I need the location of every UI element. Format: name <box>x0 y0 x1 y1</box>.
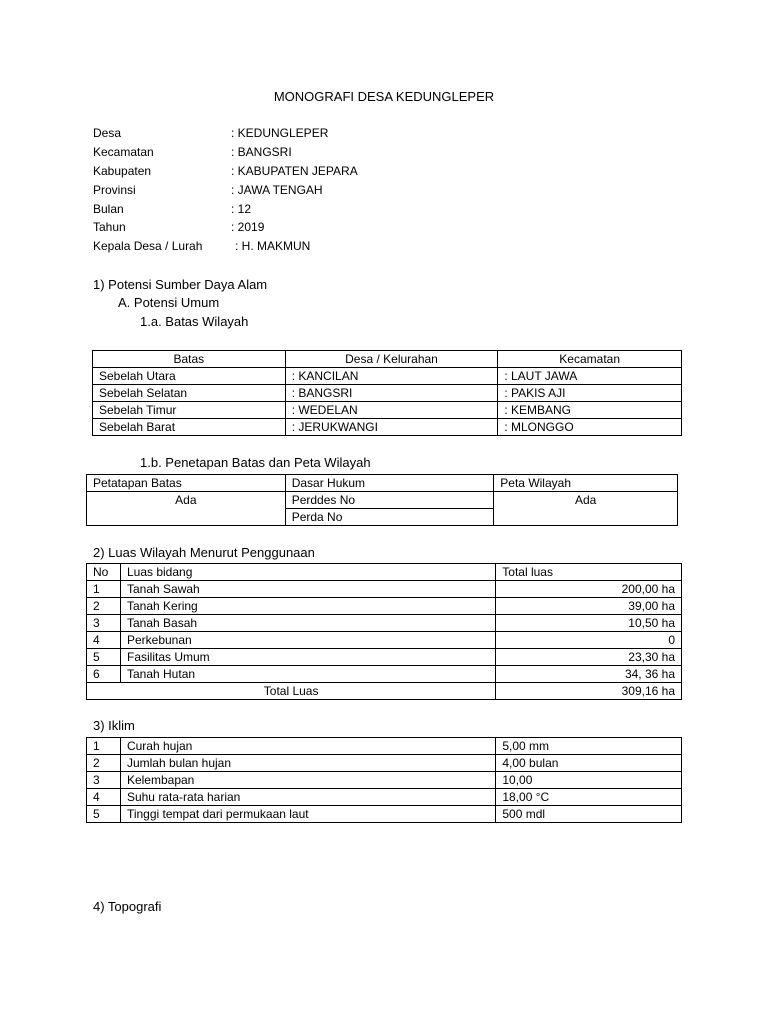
table-cell: 0 <box>496 632 682 649</box>
total-value: 309,16 ha <box>496 683 682 700</box>
column-header: Batas <box>93 351 286 368</box>
table-row <box>93 368 682 385</box>
total-label: Total Luas <box>87 683 496 700</box>
table-row <box>87 581 682 598</box>
table-cell: Curah hujan <box>120 738 495 755</box>
table-row <box>87 598 682 615</box>
table-header-row <box>87 564 682 581</box>
column-header: Kecamatan <box>498 351 682 368</box>
table-cell: : BANGSRI <box>285 385 498 402</box>
info-label-kabupaten: Kabupaten <box>93 164 152 178</box>
iklim-table <box>86 737 682 823</box>
table-cell: Ada <box>494 492 678 526</box>
table-cell: 34, 36 ha <box>496 666 682 683</box>
column-header: Peta Wilayah <box>494 475 678 492</box>
table-cell: 1 <box>87 581 121 598</box>
info-value-bulan: : 12 <box>231 202 252 216</box>
table-cell: : WEDELAN <box>285 402 498 419</box>
table-row <box>87 632 682 649</box>
table-cell: Kelembapan <box>120 772 495 789</box>
table-cell: : LAUT JAWA <box>498 368 682 385</box>
table-cell: 4 <box>87 632 121 649</box>
table-cell: Sebelah Utara <box>93 368 286 385</box>
table-cell: 3 <box>87 615 121 632</box>
info-label-desa: Desa <box>93 126 122 140</box>
table-row <box>87 789 682 806</box>
table-cell: Sebelah Selatan <box>93 385 286 402</box>
table-cell: 3 <box>87 772 121 789</box>
table-row <box>87 772 682 789</box>
info-label-bulan: Bulan <box>93 202 124 216</box>
luas-wilayah-table <box>86 563 682 700</box>
table-cell: 18,00 °C <box>496 789 682 806</box>
batas-wilayah-table <box>92 350 682 436</box>
table-cell: 5 <box>87 649 121 666</box>
column-header: No <box>87 564 121 581</box>
table-row <box>87 806 682 823</box>
section-1a-heading: A. Potensi Umum <box>118 295 220 310</box>
table-cell: 10,00 <box>496 772 682 789</box>
info-label-provinsi: Provinsi <box>93 183 136 197</box>
section-1b-heading: 1.b. Penetapan Batas dan Peta Wilayah <box>140 455 371 470</box>
table-cell: : MLONGGO <box>498 419 682 436</box>
table-cell: 500 mdl <box>496 806 682 823</box>
table-row <box>87 649 682 666</box>
table-row <box>93 419 682 436</box>
table-cell: Tanah Hutan <box>120 666 495 683</box>
penetapan-batas-table <box>86 474 678 526</box>
table-cell: Sebelah Timur <box>93 402 286 419</box>
table-cell: 4,00 bulan <box>496 755 682 772</box>
table-row <box>87 615 682 632</box>
table-row <box>87 738 682 755</box>
table-cell: : PAKIS AJI <box>498 385 682 402</box>
table-cell: Jumlah bulan hujan <box>120 755 495 772</box>
info-label-tahun: Tahun <box>93 220 126 234</box>
table-cell: 4 <box>87 789 121 806</box>
table-cell: 10,50 ha <box>496 615 682 632</box>
table-cell: Tanah Sawah <box>120 581 495 598</box>
table-cell: 6 <box>87 666 121 683</box>
table-header-row <box>93 351 682 368</box>
column-header: Total luas <box>496 564 682 581</box>
table-cell: Perkebunan <box>120 632 495 649</box>
table-cell: Sebelah Barat <box>93 419 286 436</box>
info-value-tahun: : 2019 <box>231 220 265 234</box>
table-cell: Suhu rata-rata harian <box>120 789 495 806</box>
info-value-desa: : KEDUNGLEPER <box>231 126 329 140</box>
section-1-heading: 1) Potensi Sumber Daya Alam <box>93 277 268 292</box>
info-value-provinsi: : JAWA TENGAH <box>231 183 323 197</box>
table-cell: : KANCILAN <box>285 368 498 385</box>
table-row <box>87 755 682 772</box>
info-value-kepala-desa: : H. MAKMUN <box>235 239 311 253</box>
column-header: Petatapan Batas <box>87 475 286 492</box>
table-cell: 1 <box>87 738 121 755</box>
table-cell: 2 <box>87 755 121 772</box>
table-cell: Tanah Kering <box>120 598 495 615</box>
info-label-kepala-desa: Kepala Desa / Lurah <box>93 239 203 253</box>
table-cell: 2 <box>87 598 121 615</box>
table-cell: Tinggi tempat dari permukaan laut <box>120 806 495 823</box>
column-header: Desa / Kelurahan <box>285 351 498 368</box>
table-cell: Tanah Basah <box>120 615 495 632</box>
section-2-heading: 2) Luas Wilayah Menurut Penggunaan <box>93 545 315 560</box>
table-cell: 23,30 ha <box>496 649 682 666</box>
column-header: Dasar Hukum <box>285 475 494 492</box>
table-cell: : KEMBANG <box>498 402 682 419</box>
table-cell: 39,00 ha <box>496 598 682 615</box>
table-cell: 5 <box>87 806 121 823</box>
total-row <box>87 683 682 700</box>
table-cell: 5,00 mm <box>496 738 682 755</box>
table-cell: Perddes No <box>285 492 494 509</box>
table-cell: : JERUKWANGI <box>285 419 498 436</box>
section-3-heading: 3) Iklim <box>93 718 135 733</box>
info-value-kabupaten: : KABUPATEN JEPARA <box>231 164 358 178</box>
table-header-row <box>87 475 678 492</box>
table-cell: Perda No <box>285 509 494 526</box>
section-4-heading: 4) Topografi <box>93 899 162 914</box>
info-value-kecamatan: : BANGSRI <box>231 145 292 159</box>
column-header: Luas bidang <box>120 564 495 581</box>
table-cell: Fasilitas Umum <box>120 649 495 666</box>
section-1a1-heading: 1.a. Batas Wilayah <box>140 314 249 329</box>
page-title: MONOGRAFI DESA KEDUNGLEPER <box>273 89 495 104</box>
table-cell: Ada <box>87 492 286 526</box>
table-row <box>87 666 682 683</box>
table-row <box>93 402 682 419</box>
info-label-kecamatan: Kecamatan <box>93 145 154 159</box>
table-row <box>93 385 682 402</box>
table-row <box>87 492 678 509</box>
table-cell: 200,00 ha <box>496 581 682 598</box>
